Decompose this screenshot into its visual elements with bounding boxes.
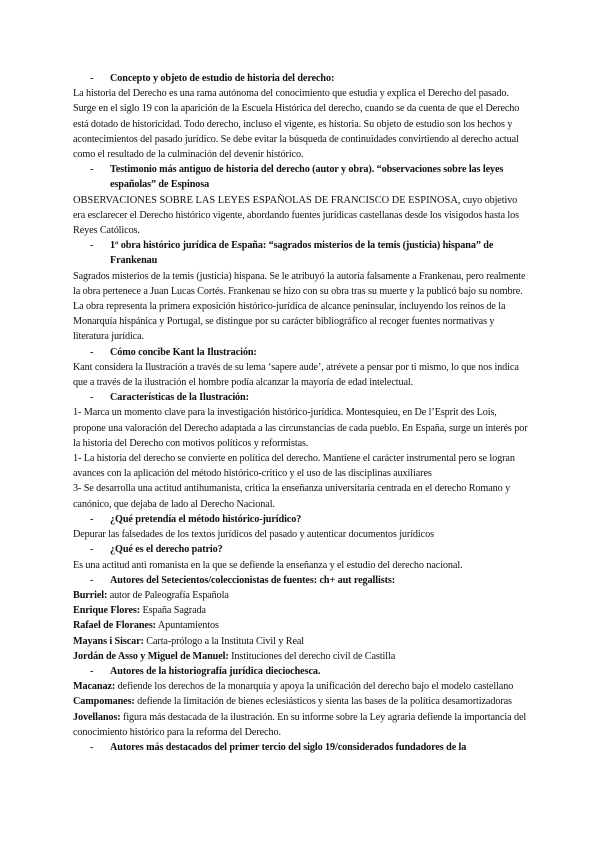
document-page xyxy=(73,71,528,755)
paragraph: Kant considera la Ilustración a través de su lema ‘sapere aude’, atrévete a pensar por ti mismo, lo que nos indica que a través de la ilustración el hombre podía alcanzar la mayoría de edad intelectual. xyxy=(73,361,519,389)
author-desc: Apuntamientos xyxy=(155,620,219,632)
section-heading: - Autores más destacados del primer tercio del siglo 19/considerados fundadores de la xyxy=(73,740,528,755)
author-desc: Carta-prólogo a la Instituta Civil y Real xyxy=(143,635,305,647)
paragraph: Es una actitud anti romanista en la que se defiende la enseñanza y el estudio del derecho nacional. xyxy=(73,559,463,571)
paragraph-text: , cuyo objetivo era esclarecer el Derecho histórico vigente, abordando fuentes jurídicas castellanas desde los visigodos hasta los Reyes Católicos. xyxy=(73,194,520,237)
caps-lead: OBSERVACIONES SOBRE LAS LEYES ESPAÑOLAS DE FRANCISCO DE ESPINOSA xyxy=(73,194,458,206)
author-entry xyxy=(73,618,528,633)
section-heading: - ¿Qué pretendía el método histórico-jurídico? xyxy=(73,512,528,527)
section-heading: - Cómo concibe Kant la Ilustración: xyxy=(73,345,528,360)
section-heading: - Autores del Setecientos/coleccionistas de fuentes: ch+ aut regallists: xyxy=(73,573,528,588)
author-desc: autor de Paleografía Española xyxy=(107,589,229,601)
dash-bullet: - xyxy=(90,574,94,586)
paragraph: 1- Marca un momento clave para la investigación histórico-jurídica. Montesquieu, en De l’Esprit des Lois, propone una valoración del Derecho adaptada a las circunstancias de cada pueblo. En España, surge un interés por la historia del Derecho con motivos políticos y reformistas. xyxy=(73,407,528,449)
author-entry xyxy=(73,634,528,649)
dash-bullet: - xyxy=(90,741,94,753)
dash-bullet: - xyxy=(90,346,94,358)
author-desc: figura más destacada de la ilustración. En su informe sobre la Ley agraria defiende la importancia del conocimiento histórico para la reforma del Derecho. xyxy=(73,711,527,738)
paragraph: 1- La historia del derecho se convierte en política del derecho. Mantiene el carácter instrumental pero se logran avances con la aplicación del método histórico-crítico y el uso de las disciplinas auxiliares xyxy=(73,453,515,480)
dash-bullet: - xyxy=(90,240,94,252)
paragraph xyxy=(73,193,528,239)
author-entry xyxy=(73,603,528,618)
section-heading: - Concepto y objeto de estudio de historia del derecho: xyxy=(73,71,528,86)
paragraph: Sagrados misterios de la temis (justicia) hispana. Se le atribuyó la autoría falsamente a Frankenau, pero realmente la obra pertenece a Juan Lucas Cortés. Frankenau se hizo con su obra tras su muerte y la publicó bajo su nombre. La obra representa la primera exposición histórico-jurídica de alcance peninsular, incluyendo los reinos de la Monarquía hispánica y Portugal, se distingue por su carácter bibliográfico al recoger fuentes normativas y literatura jurídica. xyxy=(73,270,526,343)
author-entry xyxy=(73,679,528,694)
dash-bullet: - xyxy=(90,665,94,677)
section-heading: - 1º obra histórico jurídica de España: “sagrados misterios de la temis (justicia) hispana” de Frankenau xyxy=(90,240,494,267)
paragraph: La historia del Derecho es una rama autónoma del conocimiento que estudia y explica el Derecho del pasado. Surge en el siglo 19 con la aparición de la Escuela Histórica del derecho, cuando se da cuenta de que el Derecho está dotado de historicidad. Todo derecho, incluso el vigente, es historia. Su objeto de estudio son los hechos y acontecimientos del pasado jurídico. Se debe evitar la búsqueda de continuidades convirtiendo al derecho actual como el resultado de la culminación del devenir histórico. xyxy=(73,88,520,161)
author-name: Burriel: xyxy=(73,589,108,601)
dash-bullet: - xyxy=(90,164,94,176)
author-desc: Instituciones del derecho civil de Castilla xyxy=(228,650,396,662)
author-desc: defiende los derechos de la monarquía y apoya la unificación del derecho bajo el modelo castellano xyxy=(115,681,514,693)
section-heading: - ¿Qué es el derecho patrio? xyxy=(73,542,528,557)
section-heading: - Testimonio más antiguo de historia del derecho (autor y obra). “observaciones sobre las leyes españolas” de Espinosa xyxy=(90,164,504,191)
author-desc: España Sagrada xyxy=(140,605,206,617)
author-entry xyxy=(73,710,528,740)
author-entry xyxy=(73,694,528,709)
dash-bullet: - xyxy=(90,544,94,556)
author-name: Enrique Flores: xyxy=(73,605,141,617)
author-name: Jovellanos: xyxy=(73,711,121,723)
author-name: Campomanes: xyxy=(73,696,135,708)
dash-bullet: - xyxy=(90,513,94,525)
dash-bullet: - xyxy=(90,73,94,84)
dash-bullet: - xyxy=(90,392,94,404)
author-name: Rafael de Floranes: xyxy=(73,620,156,632)
author-desc: defiende la limitación de bienes eclesiásticos y sienta las bases de la política desamortizadoras xyxy=(134,696,512,708)
author-name: Jordán de Asso y Miguel de Manuel: xyxy=(73,650,229,662)
author-entry xyxy=(73,649,528,664)
author-name: Macanaz: xyxy=(73,681,116,693)
paragraph: Depurar las falsedades de los textos jurídicos del pasado y autenticar documentos jurídicos xyxy=(73,529,434,541)
section-heading: - Autores de la historiografía jurídica dieciochesca. xyxy=(73,664,528,679)
author-name: Mayans i Siscar: xyxy=(73,635,144,647)
section-heading: - Características de la Ilustración: xyxy=(73,390,528,405)
paragraph: 3- Se desarrolla una actitud antihumanista, critica la enseñanza universitaria centrada en el derecho Romano y canónico, que dejaba de lado al Derecho Nacional. xyxy=(73,483,511,510)
author-entry xyxy=(73,588,528,603)
